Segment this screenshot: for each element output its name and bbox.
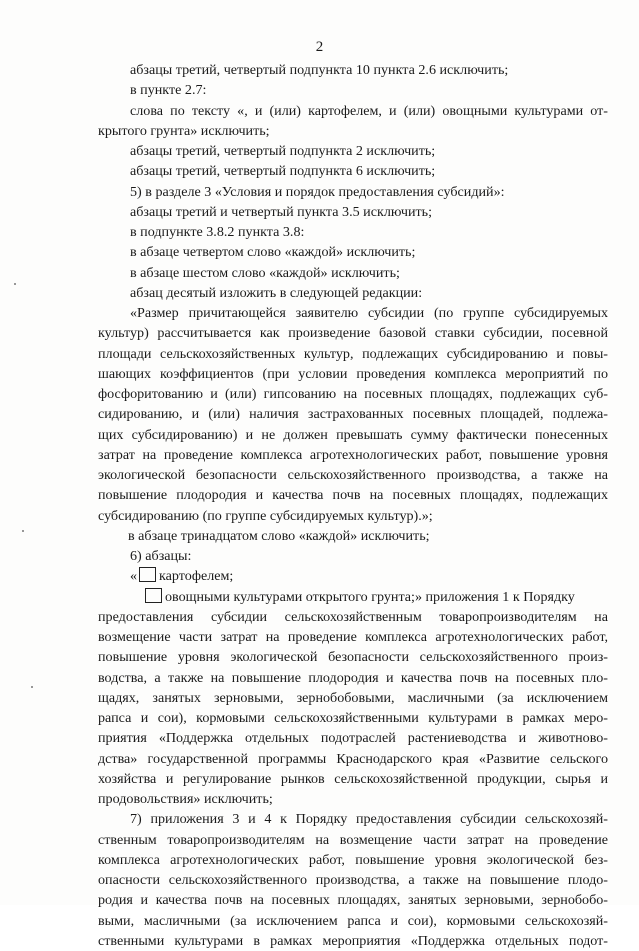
text-line: слова по тексту «, и (или) картофелем, и (или) овощными культурами от- [130, 102, 608, 119]
text-line: возмещение части затрат на проведение комплекса агротехнологических работ, [98, 629, 608, 645]
text-line: крытого грунта» исключить; [98, 122, 270, 139]
text-line: субсидированию (по группе субсидируемых культур).»; [98, 507, 433, 524]
text-line: в подпункте 3.8.2 пункта 3.8: [130, 224, 305, 240]
text-line: 6) абзацы: [130, 548, 192, 564]
empty-box-icon [145, 588, 162, 603]
text-line: абзацы третий, четвертый подпункта 2 исключить; [130, 143, 436, 159]
document-body [98, 60, 608, 951]
scan-speck [22, 530, 24, 532]
text-line: абзацы третий и четвертый пункта 3.5 исключить; [130, 203, 432, 220]
text-line: абзац десятый изложить в следующей редакции: [130, 284, 423, 301]
text-line: в абзаце шестом слово «каждой» исключить; [130, 264, 400, 281]
page-number: 2 [315, 39, 324, 55]
text-line: сидированию, и (или) наличия застрахованных посевных площадей, подлежа- [98, 406, 608, 423]
line-text: картофелем; [159, 568, 234, 585]
text-line: культур) рассчитывается как произведение базовой ставки субсидии, посевной [98, 325, 608, 342]
empty-box-icon [139, 567, 156, 582]
text-line: шающих коэффициентов (при условии проведения комплекса мероприятий по [98, 365, 608, 382]
text-line: абзацы третий, четвертый подпункта 6 исключить; [130, 163, 436, 180]
text-line: «Размер причитающейся заявителю субсидии (по группе субсидируемых [130, 305, 608, 321]
opening-quote: « [130, 568, 138, 585]
text-line [98, 587, 608, 607]
text-line: предоставления субсидии сельскохозяйственным товаропроизводителям на [98, 608, 608, 625]
text-line: площади сельскохозяйственных культур, подлежащих субсидированию и повы- [98, 345, 608, 362]
text-line: в пункте 2.7: [130, 82, 207, 99]
text-line: ственными культурами в рамках мероприятия «Поддержка отдельных подот- [98, 932, 608, 949]
text-line: продовольствия» исключить; [98, 791, 273, 807]
text-line [98, 566, 608, 586]
text-line: родия и качества почв на посевных площадях, занятых зерновыми, зернобобо- [98, 892, 608, 909]
text-line: в абзаце четвертом слово «каждой» исключить; [130, 244, 416, 261]
text-line: 5) в разделе 3 «Условия и порядок предоставления субсидий»: [130, 183, 505, 200]
text-line: дства» государственной программы Краснодарского края «Развитие сельского [98, 750, 608, 767]
text-line: экологической безопасности сельскохозяйственного производства, а также на [98, 467, 608, 483]
scan-speck [31, 686, 33, 688]
text-line: щих субсидированию) и не должен превышать сумму фактически понесенных [98, 426, 608, 443]
text-line: абзацы третий, четвертый подпункта 10 пункта 2.6 исключить; [130, 62, 509, 78]
scan-speck [14, 283, 16, 285]
text-line: опасности сельскохозяйственного производства, а также на повышение плодо- [98, 872, 608, 888]
text-line: комплекса агротехнологических работ, повышение уровня экологической без- [98, 851, 608, 868]
text-line: водства, а также на повышение плодородия и качества почв на посевных пло- [98, 669, 608, 686]
text-line: фосфоритованию и (или) гипсованию на посевных площадях, подлежащих суб- [98, 386, 608, 402]
text-line: рапса и сои), кормовыми сельскохозяйственными культурами в рамках меро- [98, 710, 608, 726]
line-text: овощными культурами открытого грунта;» приложения 1 к Порядку [165, 588, 575, 605]
text-line: повышение плодородия и качества почв на посевных площадях, подлежащих [98, 487, 608, 504]
text-line: в абзаце тринадцатом слово «каждой» исключить; [128, 527, 430, 544]
text-line: повышение уровня экологической безопасности сельскохозяйственного произ- [98, 649, 608, 666]
text-line: приятия «Поддержка отдельных подотраслей растениеводства и животново- [98, 730, 608, 747]
text-line: затрат на проведение комплекса агротехнологических работ, повышение уровня [98, 446, 608, 463]
text-line: хозяйства и регулирование рынков сельскохозяйственной продукции, сырья и [98, 770, 608, 787]
text-line: ственным товаропроизводителям на возмещение части затрат на проведение [98, 831, 608, 848]
text-line: выми, масличными (за исключением рапса и сои), кормовыми сельскохозяй- [98, 912, 608, 929]
text-line: щадях, занятых зерновыми, зернобобовыми, масличными (за исключением [98, 689, 608, 706]
text-line: 7) приложения 3 и 4 к Порядку предоставления субсидии сельскохозяй- [130, 811, 608, 828]
